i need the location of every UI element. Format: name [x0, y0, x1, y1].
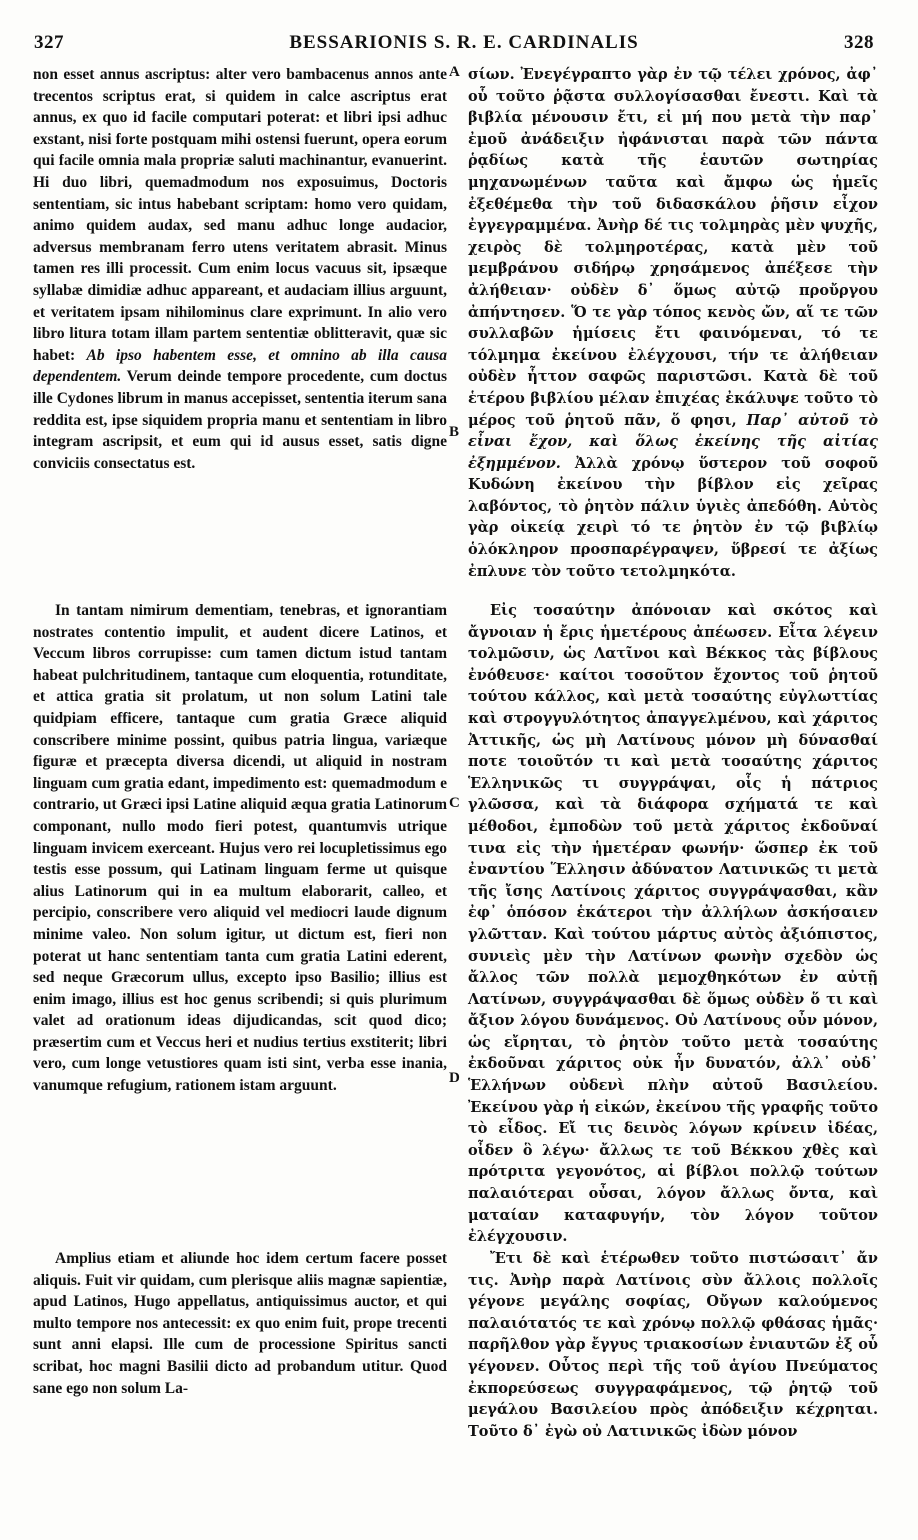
section-marker-b: B — [449, 424, 460, 440]
latin-paragraph-3 — [33, 1248, 447, 1399]
section-marker-c: C — [449, 795, 460, 811]
latin-paragraph-1 — [33, 64, 447, 474]
greek-text: Ἀλλὰ χρόνῳ ὕστερον τοῦ σοφοῦ Κυδώνη ἐκείνου τὴν βίβλον εἰς χεῖρας λαβόντος, τὸ ῥητὸν πάλιν ὑγιὲς ἀπεδόθη. Αὐτὸς γὰρ οἰκείᾳ χειρὶ τό τε ῥητὸν ἐν τῷ βιβλίῳ ὁλόκληρον προσπαρέγραψεν, ὕβρεσί τε ἀξίως ἐπλυνε τὸν τοῦτο τετολμηκότα. — [468, 454, 878, 580]
greek-text: Ἔτι δὲ καὶ ἑτέρωθεν τοῦτο πιστώσαιτ᾽ ἄν τις. Ἀνὴρ παρὰ Λατίνοις σὺν ἄλλοις πολλοῖς γέγονε μεγάλης σοφίας, Οὔγων καλούμενος παλαιότατός τε καὶ χρόνῳ πολλῷ φθάσας ἡμᾶς· παρῆλθον γὰρ ἔγγυς τριακοσίων ἐνιαυτῶν ἐξ οὗ γέγονεν. Οὗτος περὶ τῆς τοῦ ἁγίου Πνεύματος ἐκπορεύσεως συγγραφάμενος, τῷ ῥητῷ τοῦ μεγάλου Βασιλείου πρὸς ἀπόδειξιν κέχρηται. Τοῦτο δ᾽ ἐγὼ οὐ Λατινικῶς ἰδὼν μόνον — [468, 1250, 878, 1440]
greek-paragraph-3 — [468, 1248, 878, 1442]
latin-text: Amplius etiam et aliunde hoc idem certum facere posset aliquis. Fuit vir quidam, cum plerisque aliis magnæ sapientiæ, apud Latinos, Hugo appellatus, antiquissimus auctor, et qui multo tempore nos antecessit: ex quo enim fuit, prope trecenti sunt anni elapsi. Ille cum de processione Spiritus sancti scribat, hoc magni Basilii dicto ad probandum utitur. Quod sane ego non solum La- — [33, 1250, 447, 1397]
greek-paragraph-1 — [468, 64, 878, 582]
latin-text: non esset annus ascriptus: alter vero bambacenus annos ante trecentos scriptus erat, si quidem in calce ascriptus erat annus, ex quo id facile computari poterat: et libri ipsi adhuc exstant, nisi forte postquam mihi ostensi fuerunt, opera eorum qui facile omnia mala propriæ saluti machinantur, evanuerint. Hi duo libri, quemadmodum nos exposuimus, Doctoris sententiam, sic intus habebant scriptam: homo vero quidam, animo quidem audax, sed manu adhuc longe audacior, adversus membranam ferro utens veritatem abrasit. Minus tamen res illi processit. Cum enim locus vacuus sit, ipsæque syllabæ dimidiæ adhuc appareant, et audaciam illius arguunt, et veritatem ipsam nihilominus clare exprimunt. In alio vero libro litura totam illam partem sententiæ oblitteravit, quæ sic habet: — [33, 66, 447, 364]
running-header — [30, 32, 898, 60]
latin-paragraph-2 — [33, 600, 447, 1097]
page-number-left: 327 — [34, 32, 64, 53]
greek-text: σίων. Ἐνεγέγραπτο γὰρ ἐν τῷ τέλει χρόνος, ἀφ᾽ οὗ τοῦτο ῥᾷστα συλλογίσασθαι ἔνεστι. Καὶ τὰ βιβλία μένουσιν ἔτι, εἰ μή που μετὰ τὴν παρ᾽ ἐμοῦ ἀνάδειξιν ἠφάνισται παρὰ τῶν πάντα ῥᾳδίως κατὰ τῆς ἑαυτῶν σωτηρίας μηχανωμένων ταῦτα καὶ ἄμφω ὡς ἡμεῖς ἐξεθέμεθα τὴν τοῦ διδασκάλου ῥῆσιν εἶχον ἐγγεγραμμένα. Ἀνὴρ δέ τις τολμηρὰς μὲν ψυχῆς, χειρὸς δὲ τολμηροτέρας, κατὰ μὲν τοῦ μεμβράνου σιδήρῳ χρησάμενος ἀπέξεσε τὴν ἀλήθειαν· οὐδὲν δ᾽ ὅμως αὐτῷ προὔργου ἀπήντησεν. Ὅ τε γὰρ τόπος κενὸς ὤν, αἵ τε τῶν συλλαβῶν ἡμίσεις ἔτι φαινόμεναι, τό τε τόλμημα ἐκείνου ἐλέγχουσι, τήν τε ἀλήθειαν οὐδὲν ἧττον σαφῶς παριστῶσι. Κατὰ δὲ τοῦ ἑτέρου βιβλίου μέλαν ἐπιχέας ἐκάλυψε τοῦτο τὸ μέρος τοῦ ῥητοῦ πᾶν, ὅ φησι, — [468, 66, 878, 429]
section-marker-a: A — [449, 64, 460, 80]
section-marker-d: D — [449, 1070, 460, 1086]
latin-text: Verum deinde tempore procedente, cum doctus ille Cydones librum in manus accepisset, sententia iterum sana reddita est, ipse siquidem propria manu et sententiam in libro integram ascripsit, et eum qui id ausus esset, satis digne conviciis consectatus est. — [33, 368, 447, 472]
greek-quotation: Παρ᾽ αὐτοῦ τὸ εἶναι ἔχον, καὶ ὅλως ἐκείνης τῆς αἰτίας ἐξημμένον. — [468, 411, 878, 472]
running-title: BESSARIONIS S. R. E. CARDINALIS — [289, 32, 639, 53]
latin-text: In tantam nimirum dementiam, tenebras, et ignorantiam nostrates contentio impulit, et audent dicere Latinos, et Veccum libros corrupisse: cum tamen dictum istud tantam habeat pulchritudinem, tantaque cum eloquentia, rotunditate, et attica gratia sit prolatum, ut non solum Latini tale quidpiam efficere, tantaque cum gratia Græce aliquid conscribere minime possint, quibus patria lingua, variæque figuræ et præcepta diversa dicendi, ut aliquid in nostram linguam cum gratia edant, impedimento est: quemadmodum e contrario, ut Græci ipsi Latine aliquid æqua gratia Latinorum componant, nullo modo fieri potest, quantumvis utrique linguam invicem exerceant. Hujus vero rei locupletissimus ego testis esse possum, qui Latinam linguam ferme ut quisque alius Latinorum qui in ea multum elaborarit, calleo, et percipio, conscribere vero aliquid vel mediocri laude dignum minime valeo. Non solum igitur, ut dictum est, fieri non poterat ut hanc sententiam tanta cum gratia Latini ederent, sed neque Græcorum ullus, excepto ipso Basilio; illius est enim imago, illius est hoc genus scribendi; si quis plurimum valet ad orationum ideas dijudicandas, scit quod dico; præsertim cum et Veccus heri et nudius tertius exstiterit; libri vero, cum longe vetustiores quam isti sint, verba esse inania, vanumque refugium, rationem istam arguunt. — [33, 602, 447, 1095]
greek-text: Εἰς τοσαύτην ἀπόνοιαν καὶ σκότος καὶ ἄγνοιαν ἡ ἔρις ἡμετέρους ἀπέωσεν. Εἶτα λέγειν τολμῶσιν, ὡς Λατῖνοι καὶ Βέκκος τὰς βίβλους ἐνόθευσε· καίτοι τοσοῦτον ἔχοντος τοῦ ῥητοῦ τούτου κάλλος, καὶ μετὰ τοσαύτης εὐγλωττίας καὶ στρογγυλότητος ἀπαγγελμένου, καὶ χάριτος Ἀττικῆς, ὡς μὴ Λατίνους μόνον μὴ δύνασθαί ποτε τοιοῦτόν τι καὶ μετὰ τοσαύτης χάριτος Ἑλληνικῶς τι συγγράψαι, οἷς ἡ πάτριος γλῶσσα, καὶ τὰ διάφορα σχήματά τε καὶ μέθοδοι, ἐμποδὼν τοῦ μετὰ χάριτος ἐκδοῦναί τινα εἰς τὴν ἡμετέραν φωνήν· ὥσπερ ἐκ τοῦ ἐναντίου Ἕλλησιν ἀδύνατον Λατινικῶς τι μετὰ τῆς ἴσης Λατίνοις χάριτος συγγράψασθαι, κἂν ἐφ᾽ ὁπόσον ἑκάτεροι τὴν ἀλλήλων ἀσκήσαιεν γλῶτταν. Καὶ τούτου μάρτυς αὐτὸς ἀξιόπιστος, συνιεὶς μὲν τὴν Λατίνων φωνὴν σχεδὸν ὡς ἄλλος τῶν πολλὰ μεμοχθηκότων ἐν αὐτῇ Λατίνων, συγγράψασθαι δὲ ὅμως οὐδὲν ὅ τι καὶ ἄξιον λόγου δυνάμενος. Οὐ Λατίνους οὖν μόνον, ὡς εἴρηται, τὸ ῥητὸν τοῦτο μετὰ τοσαύτης ἐκδοῦναι χάριτος οὐκ ἦν δυνατόν, ἀλλ᾽ οὐδ᾽ Ἑλλήνων οὐδενὶ πλὴν αὐτοῦ Βασιλείου. Ἐκείνου γὰρ ἡ εἰκών, ἐκείνου τῆς γραφῆς τοῦτο τὸ εἶδος. Εἴ τις δεινὸς λόγων κρίνειν ἰδέας, οἶδεν ὃ λέγω· ἄλλως τε τοῦ Βέκκου χθὲς καὶ πρότριτα γεγονότος, αἱ βίβλοι πολλῷ τούτων παλαιότεραι οὖσαι, λόγον ἄλλως ὄντα, καὶ ματαίαν καταφυγήν, τὸν λόγον τοῦτον ἐλέγχουσιν. — [468, 602, 878, 1246]
greek-paragraph-2 — [468, 600, 878, 1248]
page-number-right: 328 — [844, 32, 874, 53]
latin-quotation: Ab ipso habentem esse, et omnino ab illa causa dependentem. — [33, 346, 447, 386]
